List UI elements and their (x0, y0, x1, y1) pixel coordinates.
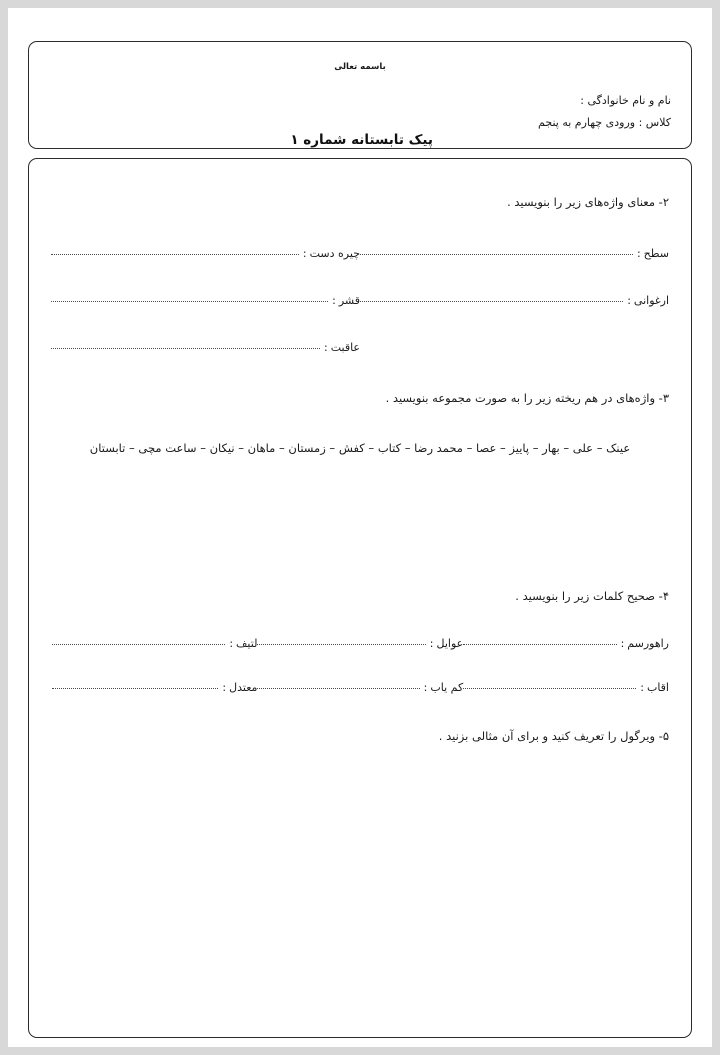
dotted-answer-line[interactable] (360, 301, 623, 302)
questions-box (28, 158, 692, 1038)
dotted-answer-line[interactable] (360, 254, 633, 255)
colon: : (423, 681, 428, 694)
question-2-prompt: ۲- معنای واژه‌های زیر را بنویسید . (507, 195, 669, 209)
colon: : (636, 247, 641, 260)
dotted-answer-line[interactable] (463, 688, 636, 689)
dotted-answer-line[interactable] (463, 644, 616, 645)
worksheet-page (8, 8, 712, 1047)
page-title: پیک تابستانه شماره ۱ (290, 132, 433, 148)
dotted-answer-line[interactable] (257, 644, 425, 645)
answer-field-ghesr[interactable] (51, 294, 360, 307)
word-label: راهورسم (627, 637, 669, 650)
word-label: سطح (643, 247, 669, 260)
question-2-row-2 (51, 294, 669, 307)
word-label: معتدل (229, 681, 258, 694)
answer-field-sath[interactable] (360, 247, 669, 260)
answer-field-kamyab[interactable] (257, 681, 463, 694)
answer-field-rahooresm[interactable] (463, 637, 669, 650)
word-label: عوایل (436, 637, 464, 650)
colon: : (429, 637, 434, 650)
dotted-answer-line[interactable] (52, 688, 219, 689)
question-3-prompt: ۳- واژه‌های در هم ریخته زیر را به صورت مجموعه بنویسید . (385, 391, 669, 405)
dotted-answer-line[interactable] (51, 348, 320, 349)
answer-field-arghavani[interactable] (360, 294, 669, 307)
dotted-answer-line[interactable] (257, 688, 419, 689)
colon: : (222, 681, 227, 694)
question-2-row-3 (51, 341, 669, 354)
answer-field-aghebat[interactable] (51, 341, 360, 354)
basmala-text: باسمه تعالی (334, 62, 386, 72)
word-label: قشر (338, 294, 360, 307)
word-label: ارغوانی (633, 294, 669, 307)
question-5-prompt: ۵- ویرگول را تعریف کنید و برای آن مثالی بزنید . (438, 729, 669, 743)
dotted-answer-line[interactable] (51, 301, 328, 302)
colon: : (323, 341, 328, 354)
header-box (28, 41, 692, 149)
answer-field-motadel[interactable] (52, 681, 258, 694)
question-5-answer-area[interactable] (51, 759, 669, 1019)
question-2-row-1 (51, 247, 669, 260)
answer-field-oghab[interactable] (463, 681, 669, 694)
dotted-answer-line[interactable] (52, 644, 226, 645)
colon: : (229, 637, 234, 650)
colon: : (302, 247, 307, 260)
colon: : (627, 294, 631, 307)
question-4-prompt: ۴- صحیح کلمات زیر را بنویسید . (515, 589, 669, 603)
question-4-row-2 (51, 681, 669, 694)
question-4-row-1 (51, 637, 669, 650)
word-label: چیره دست (309, 247, 360, 260)
class-field-label: کلاس : ورودی چهارم به پنجم (538, 116, 671, 129)
question-3-word-list: عینک – علی – بهار – پاییز – عصا – محمد رضا – کتاب – کفش – زمستان – ماهان – نیکان – ساعت مچی – تابستان (89, 441, 631, 455)
student-name-field-label: نام و نام خانوادگی : (580, 94, 671, 107)
answer-field-avayel[interactable] (257, 637, 463, 650)
dotted-answer-line[interactable] (51, 254, 299, 255)
word-label: لتیف (236, 637, 258, 650)
answer-field-latif[interactable] (52, 637, 258, 650)
word-label: کم یاب (430, 681, 464, 694)
word-label: عاقبت (330, 341, 360, 354)
answer-field-chiredast[interactable] (51, 247, 360, 260)
colon: : (620, 637, 625, 650)
word-label: اقاب (646, 681, 669, 694)
colon: : (640, 681, 644, 694)
colon: : (332, 294, 336, 307)
